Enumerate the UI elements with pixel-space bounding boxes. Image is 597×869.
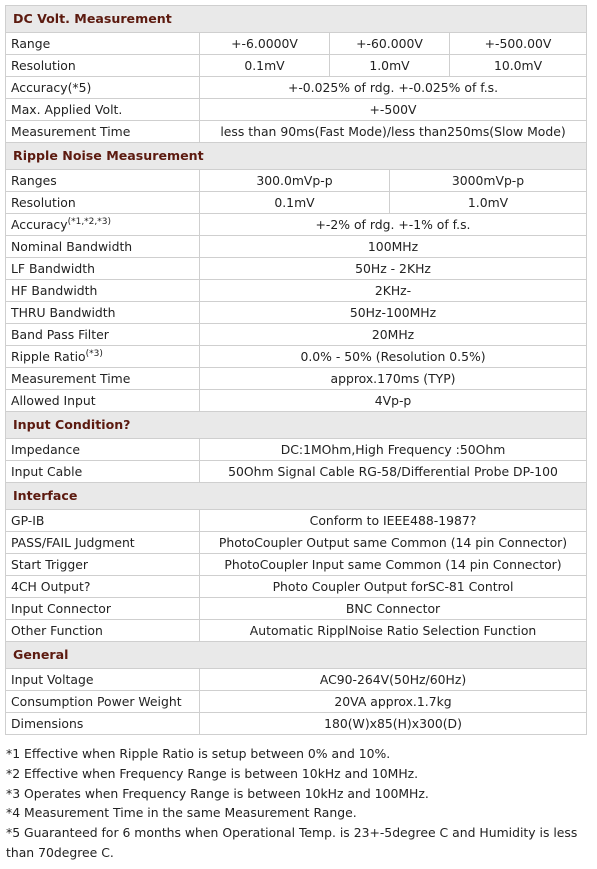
table-row — [6, 620, 587, 642]
row-label: Max. Applied Volt. — [6, 99, 200, 121]
cell-value: PhotoCoupler Input same Common (14 pin Connector) — [200, 554, 587, 576]
section-title: DC Volt. Measurement — [6, 6, 587, 33]
table-row — [6, 461, 587, 483]
row-label: GP-IB — [6, 510, 200, 532]
cell-value: 50Ohm Signal Cable RG-58/Differential Probe DP-100 — [200, 461, 587, 483]
cell-value: +-0.025% of rdg. +-0.025% of f.s. — [200, 77, 587, 99]
row-label: Nominal Bandwidth — [6, 236, 200, 258]
row-label: Ranges — [6, 170, 200, 192]
cell-value: 10.0mV — [450, 55, 587, 77]
footnote-ref: (*3) — [85, 348, 103, 359]
cell-value: AC90-264V(50Hz/60Hz) — [200, 669, 587, 691]
row-label: PASS/FAIL Judgment — [6, 532, 200, 554]
cell-value: +-2% of rdg. +-1% of f.s. — [200, 214, 587, 236]
table-row — [6, 532, 587, 554]
cell-value: 300.0mVp-p — [200, 170, 390, 192]
cell-value: Automatic RipplNoise Ratio Selection Function — [200, 620, 587, 642]
cell-value: 0.1mV — [200, 55, 330, 77]
table-row — [6, 390, 587, 412]
table-row — [6, 192, 587, 214]
section-title: Interface — [6, 483, 587, 510]
section-header-input — [6, 412, 587, 439]
cell-value: 100MHz — [200, 236, 587, 258]
footnote: *4 Measurement Time in the same Measurement Range. — [6, 805, 357, 821]
cell-value: 20MHz — [200, 324, 587, 346]
section-header-interface — [6, 483, 587, 510]
cell-value: 50Hz - 2KHz — [200, 258, 587, 280]
cell-value: 0.0% - 50% (Resolution 0.5%) — [200, 346, 587, 368]
row-label: THRU Bandwidth — [6, 302, 200, 324]
footnote-ref: (*1,*2,*3) — [67, 216, 112, 227]
cell-value: +-6.0000V — [200, 33, 330, 55]
row-label: Range — [6, 33, 200, 55]
cell-value: less than 90ms(Fast Mode)/less than250ms(Slow Mode) — [200, 121, 587, 143]
table-row — [6, 77, 587, 99]
row-label: Resolution — [6, 192, 200, 214]
footnote: *2 Effective when Frequency Range is between 10kHz and 10MHz. — [6, 765, 419, 781]
cell-value: +-500.00V — [450, 33, 587, 55]
row-label — [6, 214, 200, 236]
table-row — [6, 576, 587, 598]
section-header-general — [6, 642, 587, 669]
row-label: Dimensions — [6, 713, 200, 735]
cell-value: approx.170ms (TYP) — [200, 368, 587, 390]
cell-value: Conform to IEEE488-1987? — [200, 510, 587, 532]
table-row — [6, 598, 587, 620]
footnote: *3 Operates when Frequency Range is between 10kHz and 100MHz. — [6, 785, 429, 801]
row-label: Start Trigger — [6, 554, 200, 576]
cell-value: +-500V — [200, 99, 587, 121]
cell-value: PhotoCoupler Output same Common (14 pin Connector) — [200, 532, 587, 554]
section-title: General — [6, 642, 587, 669]
table-row — [6, 302, 587, 324]
row-label — [6, 346, 200, 368]
cell-value: +-60.000V — [330, 33, 450, 55]
table-row — [6, 713, 587, 735]
footnote: *1 Effective when Ripple Ratio is setup between 0% and 10%. — [6, 746, 391, 761]
table-row — [6, 368, 587, 390]
row-label: LF Bandwidth — [6, 258, 200, 280]
row-label: Band Pass Filter — [6, 324, 200, 346]
spec-table — [5, 5, 587, 735]
footnote: *5 Guaranteed for 6 months when Operational Temp. is 23+-5degree C and Humidity is less than 70degree C. — [6, 825, 578, 860]
cell-value: 2KHz- — [200, 280, 587, 302]
cell-value: 20VA approx.1.7kg — [200, 691, 587, 713]
section-header-dc — [6, 6, 587, 33]
section-title: Input Condition? — [6, 412, 587, 439]
row-label: Accuracy(*5) — [6, 77, 200, 99]
section-header-ripple — [6, 143, 587, 170]
label-text: Ripple Ratio — [11, 348, 86, 364]
cell-value: Photo Coupler Output forSC-81 Control — [200, 576, 587, 598]
table-row — [6, 669, 587, 691]
section-title: Ripple Noise Measurement — [6, 143, 587, 170]
cell-value: BNC Connector — [200, 598, 587, 620]
table-row — [6, 346, 587, 368]
table-row — [6, 439, 587, 461]
row-label: Input Voltage — [6, 669, 200, 691]
row-label: Measurement Time — [6, 121, 200, 143]
row-label: Consumption Power Weight — [6, 691, 200, 713]
row-label: Other Function — [6, 620, 200, 642]
table-row — [6, 554, 587, 576]
table-row — [6, 99, 587, 121]
cell-value: DC:1MOhm,High Frequency :50Ohm — [200, 439, 587, 461]
row-label: Input Cable — [6, 461, 200, 483]
label-text: Accuracy — [11, 216, 68, 232]
table-row — [6, 214, 587, 236]
table-row — [6, 258, 587, 280]
cell-value: 50Hz-100MHz — [200, 302, 587, 324]
table-row — [6, 691, 587, 713]
table-row — [6, 170, 587, 192]
row-label: 4CH Output? — [6, 576, 200, 598]
row-label: Impedance — [6, 439, 200, 461]
table-row — [6, 510, 587, 532]
table-row — [6, 55, 587, 77]
footnotes — [6, 744, 586, 863]
cell-value: 180(W)x85(H)x300(D) — [200, 713, 587, 735]
table-row — [6, 121, 587, 143]
cell-value: 1.0mV — [330, 55, 450, 77]
cell-value: 1.0mV — [390, 192, 587, 214]
cell-value: 4Vp-p — [200, 390, 587, 412]
table-row — [6, 236, 587, 258]
row-label: Input Connector — [6, 598, 200, 620]
cell-value: 0.1mV — [200, 192, 390, 214]
row-label: Allowed Input — [6, 390, 200, 412]
table-row — [6, 33, 587, 55]
row-label: HF Bandwidth — [6, 280, 200, 302]
table-row — [6, 324, 587, 346]
table-row — [6, 280, 587, 302]
row-label: Measurement Time — [6, 368, 200, 390]
row-label: Resolution — [6, 55, 200, 77]
cell-value: 3000mVp-p — [390, 170, 587, 192]
